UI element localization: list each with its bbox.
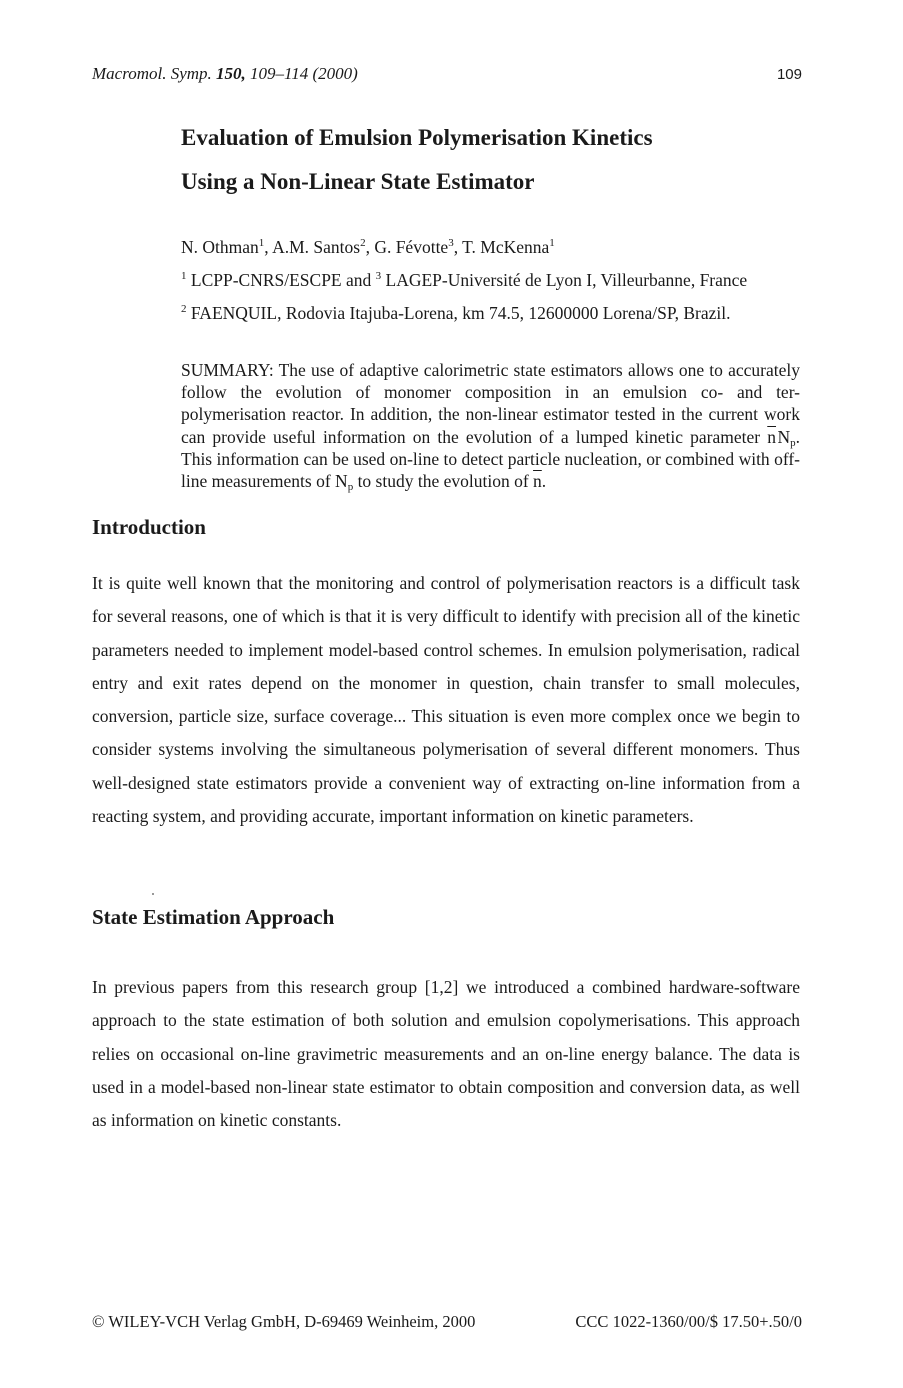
affiliation-2-text: FAENQUIL, Rodovia Itajuba-Lorena, km 74.5, 12600000 Lorena/SP, Brazil.	[186, 303, 731, 323]
journal-name: Macromol. Symp.	[92, 64, 217, 83]
summary-part-1: SUMMARY: The use of adaptive calorimetric state estimators allows one to accurately follow the evolution of monomer composition in an emulsion co- and ter-polymerisation reactor. In addition, the non-linear estimator tested in the current work can provide useful information on the evolution of a lumped kinetic parameter	[181, 360, 800, 447]
author-3: , G. Févotte	[365, 237, 449, 257]
np-symbol: N	[777, 426, 791, 447]
state-estimation-paragraph: In previous papers from this research group [1,2] we introduced a combined hardware-software approach to the state estimation of both solution and emulsion copolymerisations. This approach relies on occasional on-line gravimetric measurements and an on-line energy balance. The data is used in a model-based non-linear state estimator to obtain composition and conversion data, as well as information on kinetic constants.	[92, 977, 800, 1131]
author-3-affiliation: 3	[448, 237, 454, 249]
affiliation-2	[181, 303, 731, 324]
author-2-affiliation: 2	[360, 237, 366, 249]
np-subscript-2: p	[347, 481, 354, 494]
affiliation-1-marker: 1	[181, 270, 187, 282]
affiliation-1-text-a: LCPP-CNRS/ESCPE and	[186, 270, 376, 290]
abstract-summary	[181, 359, 800, 492]
summary-part-4: .	[541, 471, 547, 492]
author-2: , A.M. Santos	[264, 237, 361, 257]
footer-copyright: © WILEY-VCH Verlag GmbH, D-69469 Weinheim, 2000	[92, 1312, 476, 1331]
np-subscript: p	[790, 436, 796, 449]
n-bar-symbol: $\overline{n}$	[767, 426, 777, 447]
title-line-1: Evaluation of Emulsion Polymerisation Kinetics	[181, 125, 653, 150]
section-heading-introduction: Introduction	[92, 515, 206, 539]
n-bar-symbol-2: $\overline{n}$	[533, 471, 542, 492]
footer-ccc-code: CCC 1022-1360/00/$ 17.50+.50/0	[575, 1312, 802, 1331]
paper-title	[181, 116, 653, 204]
author-list	[181, 237, 555, 258]
section-heading-state-estimation: State Estimation Approach	[92, 905, 335, 929]
author-4-affiliation: 1	[549, 237, 555, 249]
scan-speck	[152, 893, 154, 895]
title-line-2: Using a Non-Linear State Estimator	[181, 169, 535, 194]
summary-part-3: to study the evolution of	[353, 471, 534, 492]
author-1: N. Othman	[181, 237, 259, 257]
journal-volume: 150,	[216, 64, 246, 83]
journal-citation	[92, 64, 358, 84]
author-1-affiliation: 1	[258, 237, 265, 249]
summary-part-2: . This information can be used on-line to detect particle nucleation, or combined with off-line measurements of N	[181, 426, 800, 492]
affiliation-1-text-b: LAGEP-Université de Lyon I, Villeurbanne, France	[381, 270, 748, 290]
journal-pages-year: 109–114 (2000)	[245, 64, 358, 83]
affiliation-2-marker: 2	[181, 303, 187, 315]
introduction-paragraph: It is quite well known that the monitoring and control of polymerisation reactors is a difficult task for several reasons, one of which is that it is very difficult to identify with precision all of the kinetic parameters needed to implement model-based control schemes. In emulsion polymerisation, radical entry and exit rates depend on the monomer in question, chain transfer to small molecules, conversion, particle size, surface coverage... This situation is even more complex once we begin to consider systems involving the simultaneous polymerisation of several different monomers. Thus well-designed state estimators provide a convenient way of extracting on-line information from a reacting system, and providing accurate, important information on kinetic parameters.	[92, 573, 800, 827]
author-4: , T. McKenna	[453, 237, 550, 257]
page-number: 109	[776, 66, 802, 83]
affiliation-1	[181, 270, 747, 291]
affiliation-3-marker: 3	[375, 270, 382, 282]
